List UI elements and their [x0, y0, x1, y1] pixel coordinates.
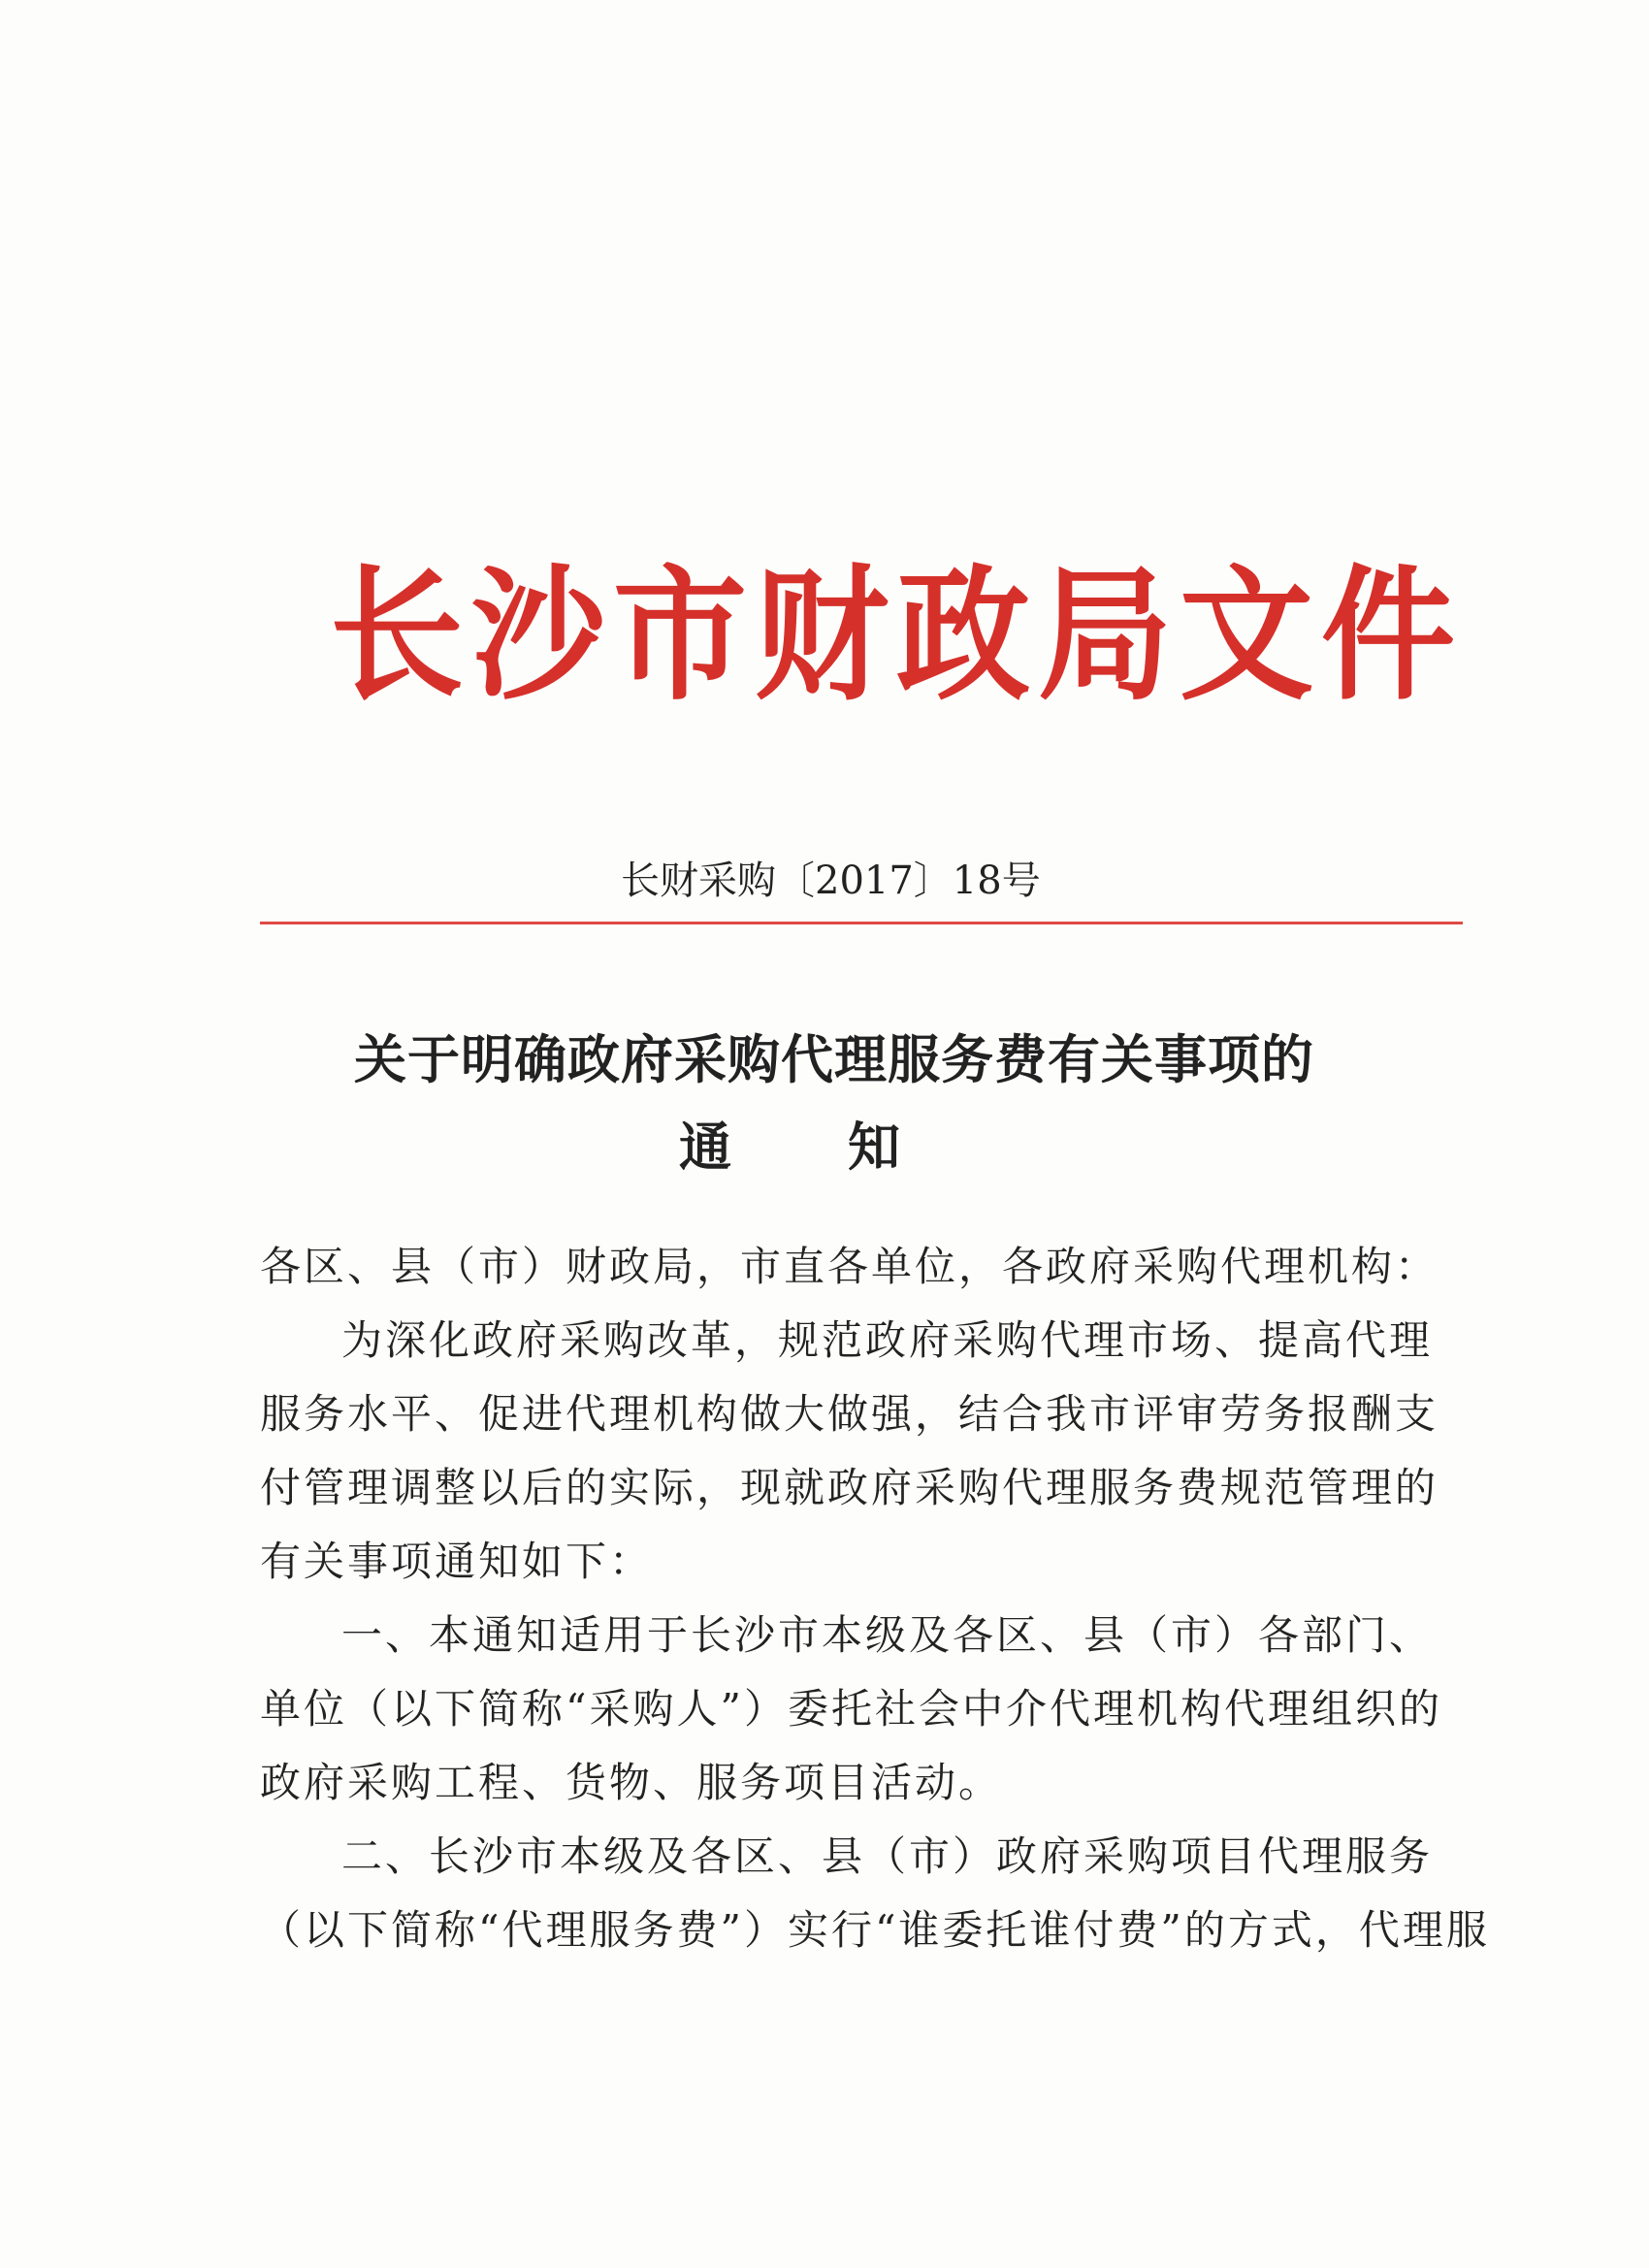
- document-title: 关于明确政府采购代理服务费有关事项的: [354, 1028, 1314, 1090]
- paragraph-line: 有关事项通知如下：: [260, 1538, 654, 1585]
- paragraph-line: 服务水平、促进代理机构做大做强，结合我市评审劳务报酬支: [260, 1390, 1439, 1438]
- document-number: 长财采购〔2017〕18号: [621, 859, 1041, 903]
- paragraph-line: 单位（以下简称“采购人”）委托社会中介代理机构代理组织的: [260, 1685, 1442, 1733]
- document-title-notice: 通知: [679, 1116, 1017, 1178]
- paragraph-line: 一、本通知适用于长沙市本级及各区、县（市）各部门、: [341, 1611, 1434, 1659]
- masthead-title: 长沙市财政局文件: [330, 551, 1464, 721]
- paragraph-line: 付管理调整以后的实际，现就政府采购代理服务费规范管理的: [260, 1464, 1439, 1511]
- salutation: 各区、县（市）财政局，市直各单位，各政府采购代理机构：: [260, 1243, 1439, 1290]
- red-divider-line: [260, 922, 1463, 924]
- paragraph-line: 二、长沙市本级及各区、县（市）政府采购项目代理服务: [341, 1832, 1434, 1880]
- paragraph-line: 政府采购工程、货物、服务项目活动。: [260, 1759, 1003, 1806]
- paragraph-line: 为深化政府采购改革，规范政府采购代理市场、提高代理: [341, 1316, 1434, 1364]
- paragraph-line: （以下简称“代理服务费”）实行“谁委托谁付费”的方式，代理服: [260, 1906, 1490, 1954]
